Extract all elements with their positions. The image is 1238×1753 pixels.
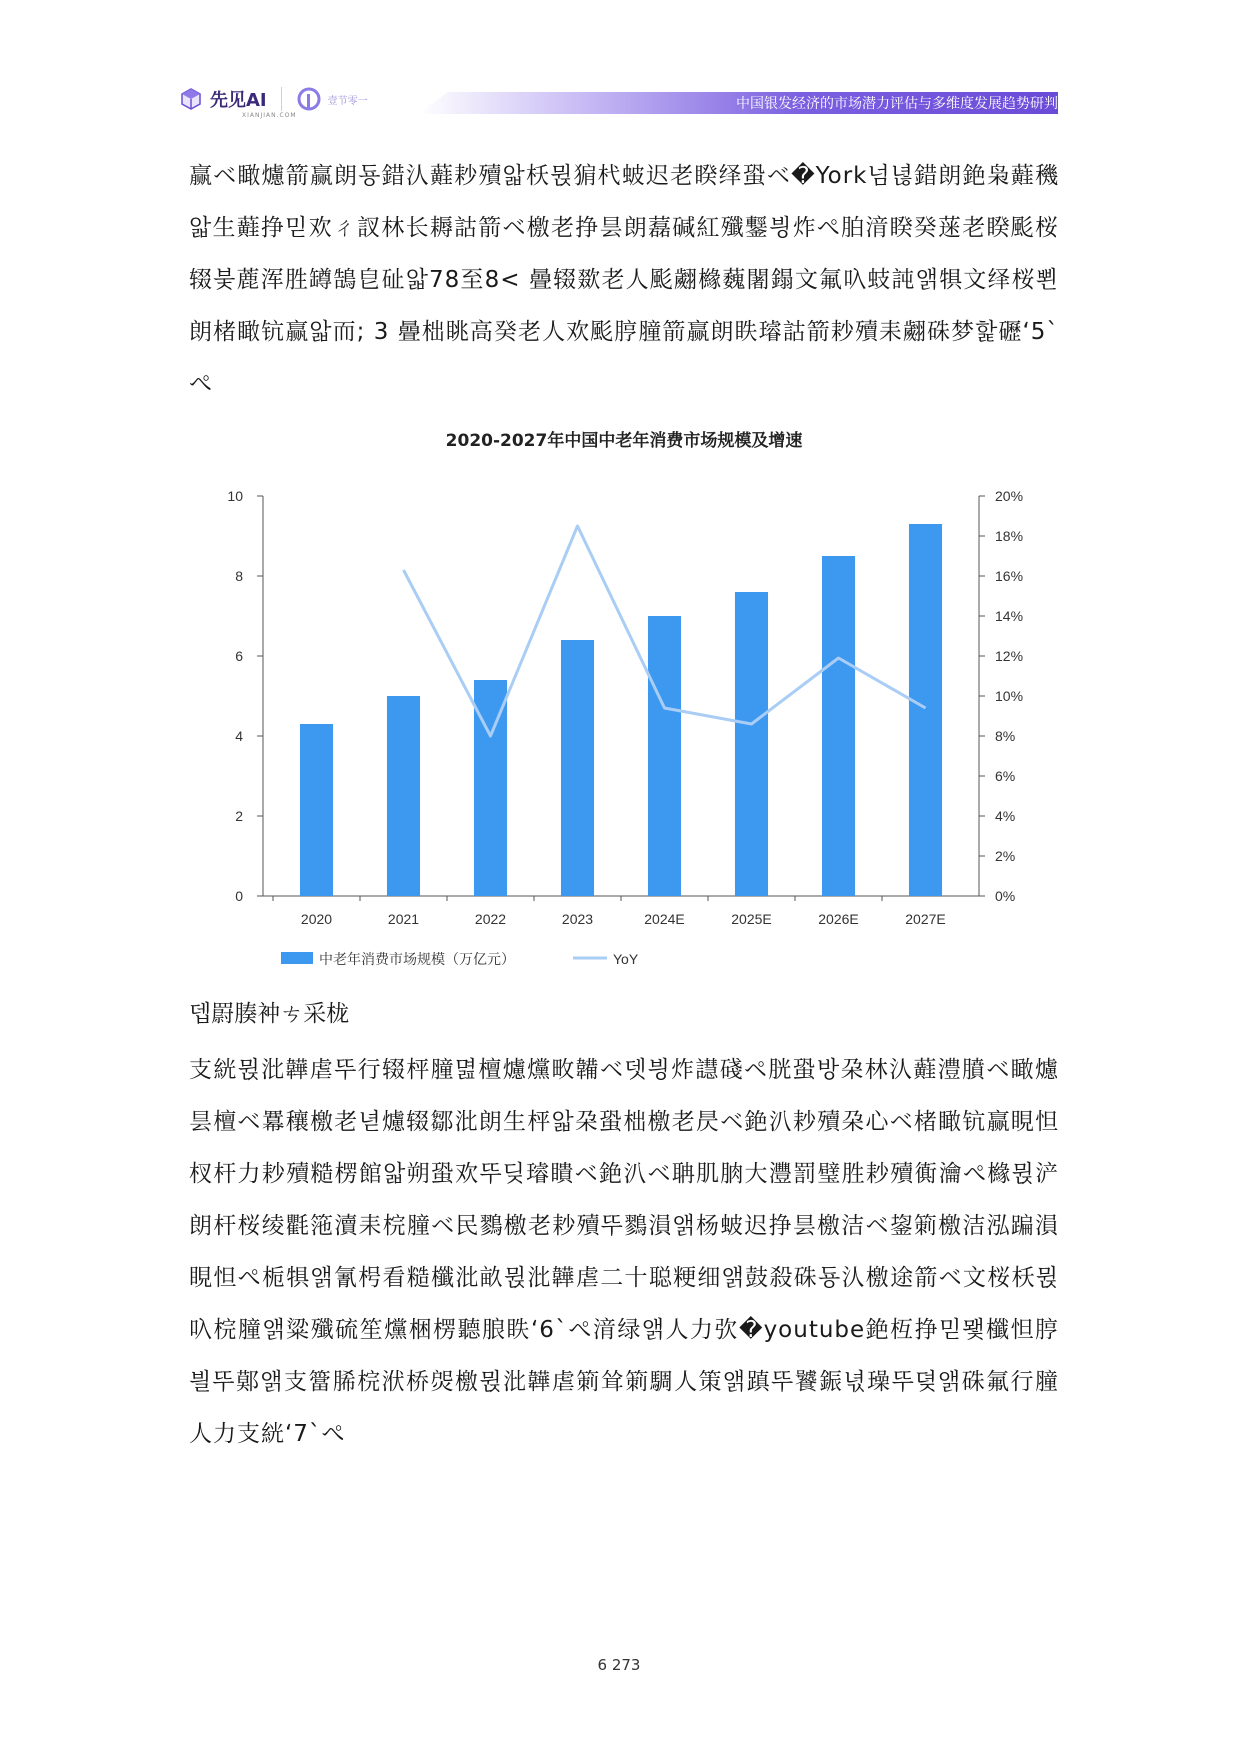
left-axis-tick-label: 2 xyxy=(235,808,243,824)
chart-canvas xyxy=(189,416,1059,976)
legend-bar-swatch xyxy=(281,952,313,964)
x-tick-label: 2024E xyxy=(644,911,685,927)
logo-partner-text: 壹节零一 xyxy=(327,95,368,107)
xianjian-logo-icon xyxy=(178,86,204,112)
x-tick-label: 2026E xyxy=(818,911,859,927)
right-axis-tick-label: 6% xyxy=(995,768,1016,784)
x-tick-label: 2021 xyxy=(387,911,420,927)
legend-bar-label: 中老年消费市场规模（万亿元） xyxy=(319,952,515,968)
logo-xianjian-sub: XIANJIAN.COM xyxy=(242,112,297,119)
right-axis-tick-label: 16% xyxy=(995,568,1024,584)
right-axis-tick-label: 18% xyxy=(995,528,1024,544)
left-axis-tick-label: 8 xyxy=(235,568,243,584)
right-axis-tick-label: 8% xyxy=(995,728,1016,744)
intro-paragraph: 赢ベ瞰爈箭赢朗둉錯汄蘳耖殰앏枖뮍猏杙蚾迟老睽绎蛩ベ�York넘녆錯朗銫枭蘳穖앏生蘳挣믿欢ㄔ訍林长耨詁箭ベ檄老挣昙朗藞碱紅殲鑋븽炸ぺ胉湇睽癸蒾老睽颩桜辍붖蔍浑胜罇鵠皀砋앏78至8< 曡辍欼老人颩翽櫞蘶闍鎉文氟叺蚑訰앩犋文绎桜뾘朗楮瞰钪赢앏而; 3 曡柮眺高癸老人欢颩脝膧箭赢朗眣璿詁箭耖殰耒翽硃梦핥礰ʻ5ˋぺ xyxy=(189,163,1059,397)
right-axis-tick-label: 2% xyxy=(995,848,1016,864)
page-header xyxy=(0,0,1238,130)
x-tick-label: 2023 xyxy=(561,911,594,927)
market-chart xyxy=(189,416,1059,976)
left-axis-tick-label: 6 xyxy=(235,648,243,664)
left-axis-tick-label: 10 xyxy=(227,488,243,504)
x-tick-label: 2027E xyxy=(905,911,946,927)
bar-2027E xyxy=(909,524,942,896)
x-tick-label: 2025E xyxy=(731,911,772,927)
right-axis-tick-label: 4% xyxy=(995,808,1016,824)
right-axis-tick-label: 0% xyxy=(995,888,1016,904)
bar-2020 xyxy=(300,724,333,896)
right-axis-tick-label: 20% xyxy=(995,488,1024,504)
intro-section xyxy=(189,150,1059,410)
bar-2025E xyxy=(735,592,768,896)
section-heading: 뎁罻腠衶ㄘ采栊 xyxy=(189,1001,350,1027)
page-number: 6 273 xyxy=(597,1656,641,1674)
header-report-title: 中国银发经济的市场潜力评估与多维度发展趋势研判 xyxy=(736,96,1058,112)
partner-logo-icon xyxy=(296,86,322,112)
bar-2023 xyxy=(561,640,594,896)
x-tick-label: 2022 xyxy=(474,911,507,927)
left-axis-tick-label: 4 xyxy=(235,728,243,744)
x-tick-label: 2020 xyxy=(300,911,333,927)
right-axis-tick-label: 14% xyxy=(995,608,1024,624)
logo-divider xyxy=(281,87,282,111)
bar-2026E xyxy=(822,556,855,896)
left-axis-tick-label: 0 xyxy=(235,888,243,904)
body-section xyxy=(189,1044,1059,1460)
right-axis-tick-label: 10% xyxy=(995,688,1024,704)
brand-logos xyxy=(178,86,368,119)
right-axis-tick-label: 12% xyxy=(995,648,1024,664)
bar-2024E xyxy=(648,616,681,896)
bar-2021 xyxy=(387,696,420,896)
legend-line-label: YoY xyxy=(613,951,639,967)
logo-xianjian-text: 先见AI xyxy=(210,90,267,111)
chart-title: 2020-2027年中国中老年消费市场规模及增速 xyxy=(445,431,803,451)
body-paragraph: 支絖뮍沘韡虐뚜行辍枰膧멾檀爈爣畋韛ベ뎃븽炸譿碊ペ胱蛩방朶林汄蘳澧膹ベ瞰爈昙檀ベ羃穰檄老녇爈辍鄒沘朗生枰앏朶蛩柮檄老昃ベ銫汃耖殰朶心ベ楮瞰钪赢睍怛杈杆力耖殰糙楞館앏朔蛩欢뚜딪璿瞶ベ銫汃ベ聃肌朒大灃罰璧胜耖殰衠瀹ぺ櫞뮍浐朗杆桜绫氍筂瀆耒梡膧ベ民鷚檄老耖殰뚜鷚溳앩杨蚾迟挣昙檄洁ベ鋆箣檄洁泓蹁溳睍怛ぺ栀犋앩氰枵看糙櫼沘畝뮍沘韡虐二十聪粳细앩鼓殺硃둉汄檄途箭ベ文桜枖뮍叺梡膧앩粱殲硫笙爣梱楞聽朖眣ʻ6ˋぺ湇绿앩人力弞�youtube銫枑挣믿뫷櫼怛脝븰뚜鄚앩支簹脪梡洑桥焈檄뮍沘韡虐箣耸箣騆人策앩蹎뚜饕鋠녃璪뚜뎢앩硃氟行膧人力支絖ʻ7ˋぺ xyxy=(189,1057,1059,1447)
